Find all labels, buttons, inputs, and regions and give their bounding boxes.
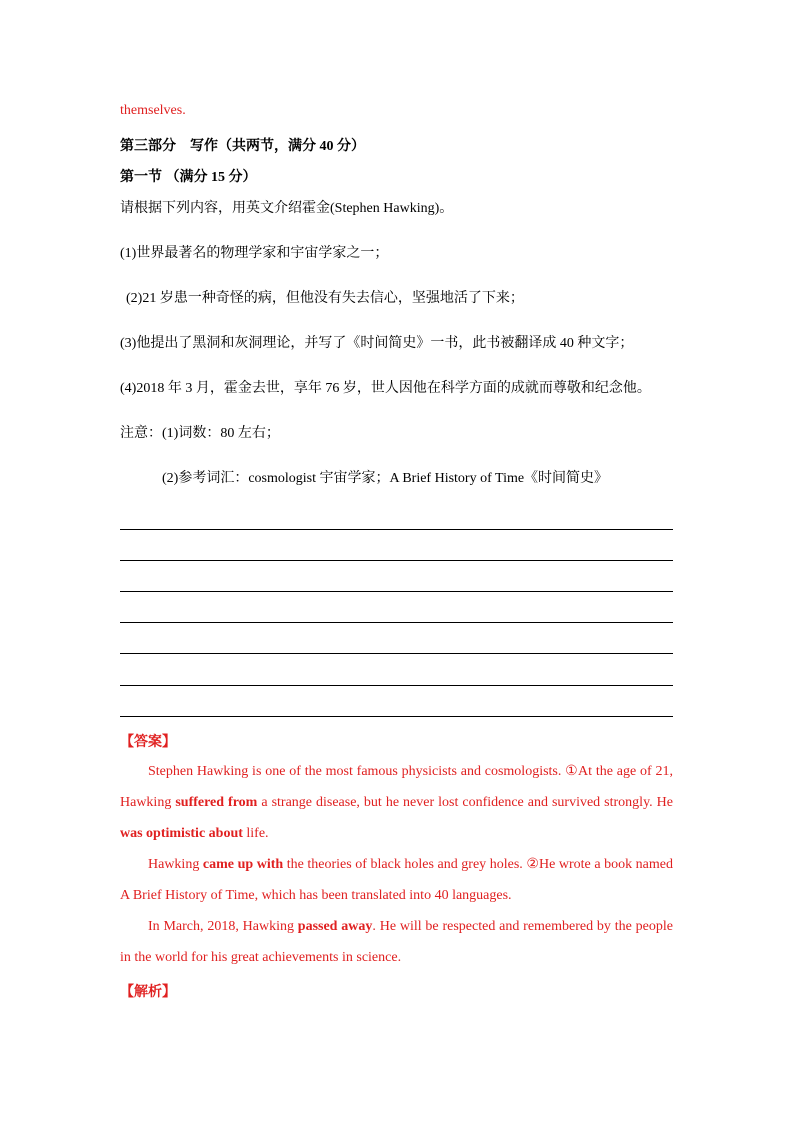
writing-line xyxy=(120,622,673,623)
point-1: (1)世界最著名的物理学家和宇宙学家之一； xyxy=(120,246,389,261)
section-title: 第一节 （满分 15 分） xyxy=(120,170,257,185)
answer-key-phrase: came up with xyxy=(202,857,284,872)
analysis-label: 【解析】 xyxy=(120,985,176,1000)
point-3: (3)他提出了黑洞和灰洞理论，并写了《时间简史》一书，此书被翻译成 40 种文字； xyxy=(120,336,634,351)
previous-text-tail: themselves. xyxy=(120,103,186,118)
answer-key-phrase: suffered from xyxy=(175,795,258,810)
answer-key-phrase: passed away xyxy=(297,919,373,934)
part-title: 第三部分 写作（共两节，满分 40 分） xyxy=(120,139,365,154)
point-4: (4)2018 年 3 月，霍金去世，享年 76 岁，世人因他在科学方面的成就而尊敬和纪念他。 xyxy=(120,381,651,396)
answer-label: 【答案】 xyxy=(120,735,176,750)
answer-text: In March, 2018, Hawking xyxy=(148,919,298,934)
answer-body xyxy=(120,756,673,973)
point-2: (2)21 岁患一种奇怪的病，但他没有失去信心，坚强地活了下来； xyxy=(126,291,524,306)
writing-line xyxy=(120,716,673,717)
writing-line xyxy=(120,685,673,686)
answer-text: . He will be respected and remembered by the people in the world for his great achievements in science. xyxy=(120,919,673,965)
writing-line xyxy=(120,529,673,530)
answer-paragraph-3 xyxy=(120,911,673,973)
writing-line xyxy=(120,653,673,654)
writing-line xyxy=(120,591,673,592)
answer-text: Stephen Hawking is one of the most famous physicists and cosmologists. ①At the age of 21, Hawking xyxy=(120,764,673,810)
answer-text: life. xyxy=(242,826,269,841)
instruction: 请根据下列内容，用英文介绍霍金(Stephen Hawking)。 xyxy=(120,201,454,216)
note-1: 注意：(1)词数：80 左右； xyxy=(120,426,280,441)
answer-text: the theories of black holes and grey holes. ②He wrote a book named A Brief History of Time, which has been translated into 40 languages. xyxy=(120,857,673,903)
answer-paragraph-1 xyxy=(120,756,673,849)
answer-key-phrase: was optimistic about xyxy=(120,826,243,841)
answer-text: a strange disease, but he never lost confidence and survived strongly. He xyxy=(257,795,673,810)
note-2: (2)参考词汇：cosmologist 宇宙学家；A Brief History of Time《时间简史》 xyxy=(162,471,609,486)
writing-line xyxy=(120,560,673,561)
answer-paragraph-2 xyxy=(120,849,673,911)
answer-text: Hawking xyxy=(148,857,203,872)
